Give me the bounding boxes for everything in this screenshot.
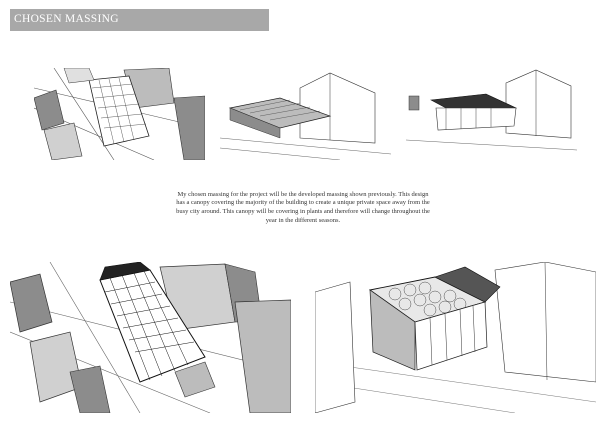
massing-render-perspective-detail (315, 262, 596, 413)
section-title-bar (10, 9, 269, 31)
massing-render-perspective-canopy (220, 68, 391, 160)
section-title: CHOSEN MASSING (14, 13, 119, 25)
massing-render-perspective-section (406, 68, 577, 160)
massing-render-aerial-detail (10, 262, 291, 413)
massing-description: My chosen massing for the project will be the developed massing shown previously. This design has a canopy covering the majority of the building to create a unique private space away from the busy city around. This canopy will be covering in plants and therefore will change throughout the year in the different seasons. (176, 190, 430, 224)
massing-render-aerial-top (34, 68, 205, 160)
